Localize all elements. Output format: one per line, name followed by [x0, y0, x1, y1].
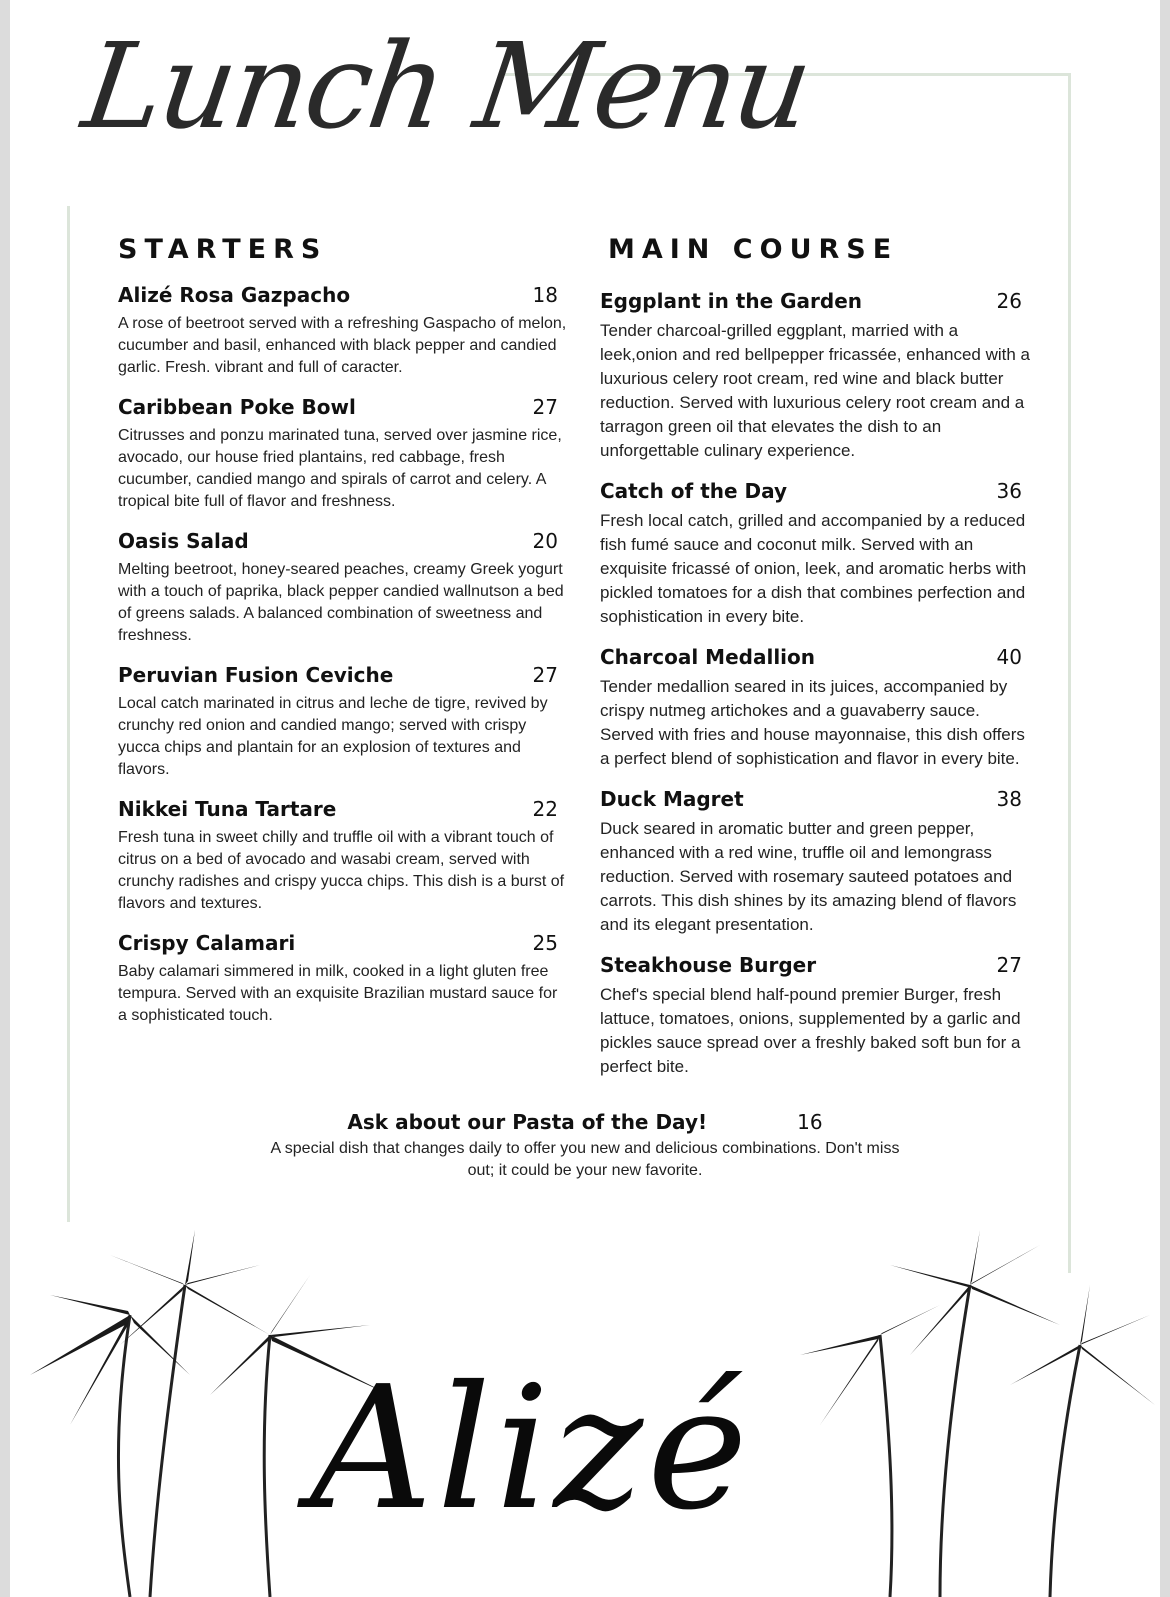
menu-item [600, 787, 1032, 937]
item-price: 22 [532, 797, 558, 821]
item-price: 26 [996, 289, 1022, 313]
item-description: Melting beetroot, honey-seared peaches, creamy Greek yogurt with a touch of paprika, black pepper candied wallnutson a bed of greens salads. A balanced combination of sweetness and freshness. [118, 561, 564, 644]
pasta-of-the-day [260, 1110, 910, 1182]
item-name: Peruvian Fusion Ceviche [118, 663, 394, 687]
menu-item [118, 283, 568, 379]
menu-item [600, 289, 1032, 463]
item-description: Duck seared in aromatic butter and green pepper, enhanced with a red wine, truffle oil and lemongrass reduction. Served with rosemary sauteed potatoes and carrots. This dish shines by its amazing blend of flavors and its elegant presentation. [600, 819, 1017, 934]
menu-item [600, 645, 1032, 771]
pasta-description: A special dish that changes daily to offer you new and delicious combinations. Don't miss out; it could be your new favorite. [270, 1140, 900, 1179]
item-name: Duck Magret [600, 787, 744, 811]
main-course-column [600, 234, 1032, 1095]
item-name: Caribbean Poke Bowl [118, 395, 356, 419]
item-name: Steakhouse Burger [600, 953, 817, 977]
main-course-heading: MAIN COURSE [608, 234, 899, 265]
frame-line-right [1068, 73, 1071, 1273]
item-description: Chef's special blend half-pound premier Burger, fresh lattuce, tomatoes, onions, supplemented by a garlic and pickles sauce spread over a freshly baked soft bun for a perfect bite. [600, 985, 1021, 1076]
item-price: 25 [532, 931, 558, 955]
item-description: Baby calamari simmered in milk, cooked in a light gluten free tempura. Served with an exquisite Brazilian mustard sauce for a sophisticated touch. [118, 963, 558, 1024]
item-name: Eggplant in the Garden [600, 289, 863, 313]
pasta-price: 16 [797, 1110, 823, 1134]
item-name: Nikkei Tuna Tartare [118, 797, 337, 821]
menu-item [118, 663, 568, 781]
item-name: Charcoal Medallion [600, 645, 816, 669]
starters-heading: STARTERS [118, 234, 328, 265]
item-name: Crispy Calamari [118, 931, 296, 955]
item-description: Tender medallion seared in its juices, accompanied by crispy nutmeg artichokes and a guavaberry sauce. Served with fries and house mayonnaise, this dish offers a perfect blend of sophistication and flavor in every bite. [600, 677, 1025, 768]
item-price: 36 [996, 479, 1022, 503]
item-name: Alizé Rosa Gazpacho [118, 283, 351, 307]
item-description: Fresh local catch, grilled and accompanied by a reduced fish fumé sauce and coconut milk. Served with an exquisite fricassé of onion, leek, and aromatic herbs with pickled tomatoes for a dish that combines perfection and sophistication in every bite. [600, 511, 1027, 626]
item-description: Tender charcoal-grilled eggplant, married with a leek,onion and red bellpepper fricassée, enhanced with a luxurious celery root cream, red wine and black butter reduction. Served with luxurious celery root cream and a tarragon green oil that elevates the dish to an unforgettable culinary experience. [600, 321, 1031, 460]
frame-line-left [67, 206, 70, 1222]
menu-item [118, 797, 568, 915]
item-description: Citrusses and ponzu marinated tuna, served over jasmine rice, avocado, our house fried plantains, red cabbage, fresh cucumber, candied mango and spirals of carrot and celery. A tropical bite full of flavor and freshness. [118, 427, 562, 510]
starters-column [118, 234, 568, 1043]
item-description: Local catch marinated in citrus and leche de tigre, revived by crunchy red onion and candied mango; served with crispy yucca chips and plantain for an explosion of textures and flavors. [118, 695, 548, 778]
item-name: Catch of the Day [600, 479, 788, 503]
item-price: 40 [996, 645, 1022, 669]
menu-item [118, 395, 568, 513]
item-price: 20 [532, 529, 558, 553]
item-price: 18 [532, 283, 558, 307]
menu-item [600, 953, 1032, 1079]
pasta-title: Ask about our Pasta of the Day! [347, 1110, 708, 1134]
item-description: A rose of beetroot served with a refreshing Gaspacho of melon, cucumber and basil, enhanced with black pepper and candied garlic. Fresh. vibrant and full of caracter. [118, 315, 567, 376]
item-price: 27 [996, 953, 1022, 977]
menu-item [600, 479, 1032, 629]
menu-page [10, 0, 1160, 1597]
item-price: 27 [532, 663, 558, 687]
item-name: Oasis Salad [118, 529, 249, 553]
menu-item [118, 529, 568, 647]
menu-title: Lunch Menu [75, 17, 818, 155]
palm-trees-right-illustration [790, 1225, 1160, 1597]
item-description: Fresh tuna in sweet chilly and truffle oil with a vibrant touch of citrus on a bed of avocado and wasabi cream, served with crunchy radishes and crispy yucca chips. This dish is a burst of flavors and textures. [118, 829, 565, 912]
item-price: 27 [532, 395, 558, 419]
item-price: 38 [996, 787, 1022, 811]
brand-logo: Alizé [310, 1350, 752, 1548]
menu-item [118, 931, 568, 1027]
